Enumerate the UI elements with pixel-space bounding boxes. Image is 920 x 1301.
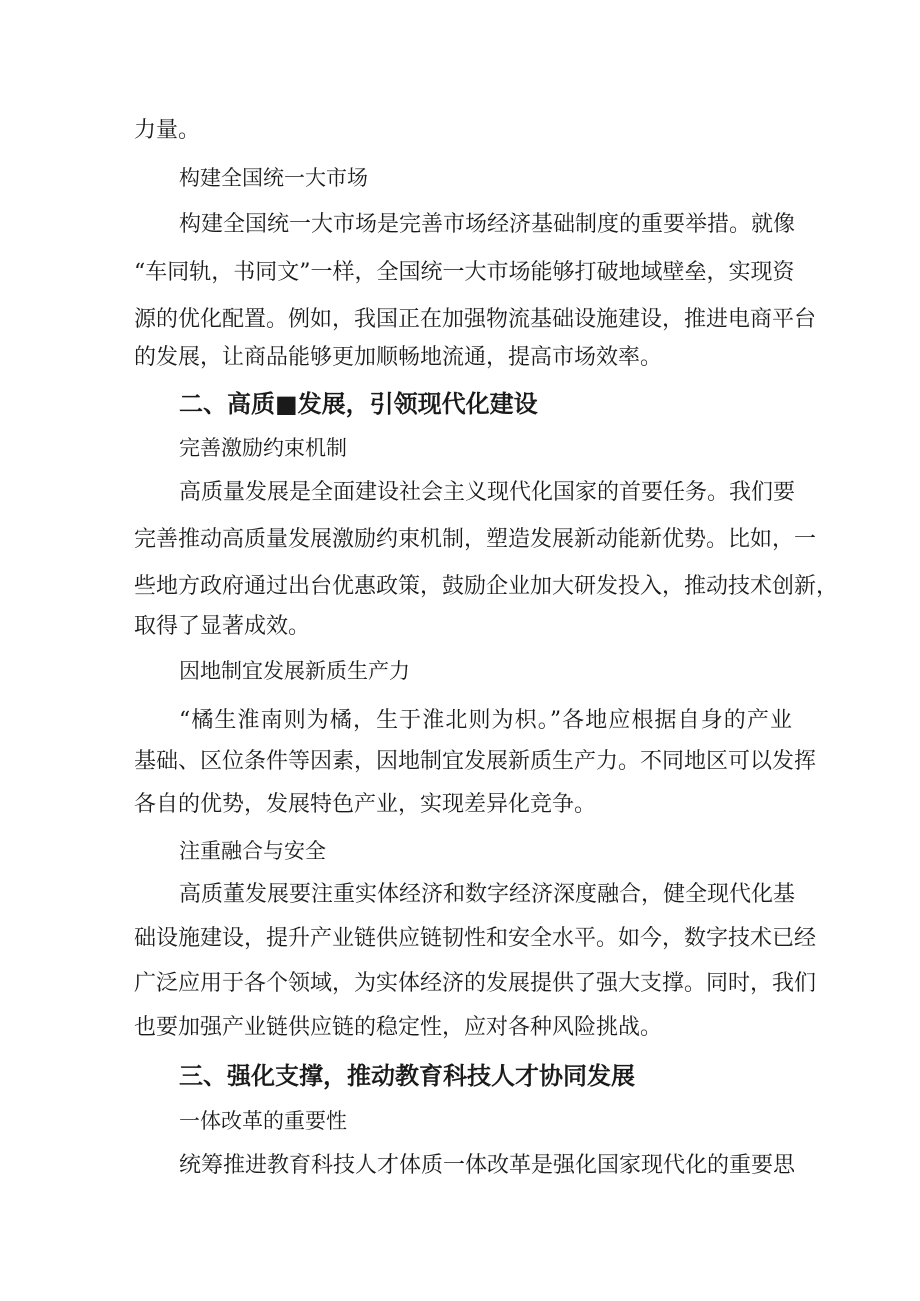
paragraph-line: 取得了显著成效。 — [134, 614, 311, 639]
paragraph-line: 力量。 — [134, 118, 201, 143]
subheading: 注重融合与安全 — [179, 839, 326, 863]
paragraph-line: 统筹推进教育科技人才体质一体改革是强化国家现代化的重要思 — [179, 1153, 796, 1178]
paragraph-line: 广泛应用于各个领域，为实体经济的发展提供了强大支撑。同时，我们 — [134, 971, 817, 996]
paragraph-line: 础设施建设，提升产业链供应链韧性和安全水平。如今，数字技术已经 — [134, 926, 817, 951]
paragraph-line: “橘生淮南则为橘，生于淮北则为枳。”各地应根据自身的产业 — [179, 708, 792, 733]
paragraph-line: 高质量发展是全面建设社会主义现代化国家的首要任务。我们要 — [179, 480, 796, 505]
subheading: 一体改革的重要性 — [179, 1109, 347, 1133]
paragraph-line: 些地方政府通过出台优惠政策，鼓励企业加大研发投入，推动技术创新， — [134, 574, 839, 599]
paragraph-line: 构建全国统一大市场是完善市场经济基础制度的重要举措。就像 — [179, 212, 796, 237]
paragraph-line: 完善推动高质量发展激励约束机制，塑造发展新动能新优势。比如，一 — [134, 527, 817, 552]
paragraph-line: 高质董发展要注重实体经济和数字经济深度融合，健全现代化基 — [179, 882, 796, 907]
paragraph-line: 各自的优势，发展特色产业，实现差异化竞争。 — [134, 792, 597, 817]
section-heading: 二、高质■发展，引领现代化建设 — [179, 390, 538, 418]
paragraph-line: 的发展，让商品能够更加顺畅地流通，提高市场效率。 — [134, 345, 663, 370]
paragraph-line: 基础、区位条件等因素，因地制宜发展新质生产力。不同地区可以发挥 — [134, 749, 817, 774]
paragraph-line: 也要加强产业链供应链的稳定性，应对各种风险挑战。 — [134, 1015, 663, 1040]
subheading: 构建全国统一大市场 — [179, 166, 368, 190]
subheading: 完善激励约束机制 — [179, 436, 347, 460]
paragraph-line: 源的优化配置。例如，我国正在加强物流基础设施建设，推进电商平台 — [134, 307, 817, 332]
section-heading: 三、强化支撑，推动教育科技人才协同发展 — [179, 1062, 635, 1090]
subheading: 因地制宜发展新质生产力 — [179, 659, 410, 683]
paragraph-line: “车同轨，书同文”一样，全国统一大市场能够打破地域壁垒，实现资 — [134, 260, 795, 285]
